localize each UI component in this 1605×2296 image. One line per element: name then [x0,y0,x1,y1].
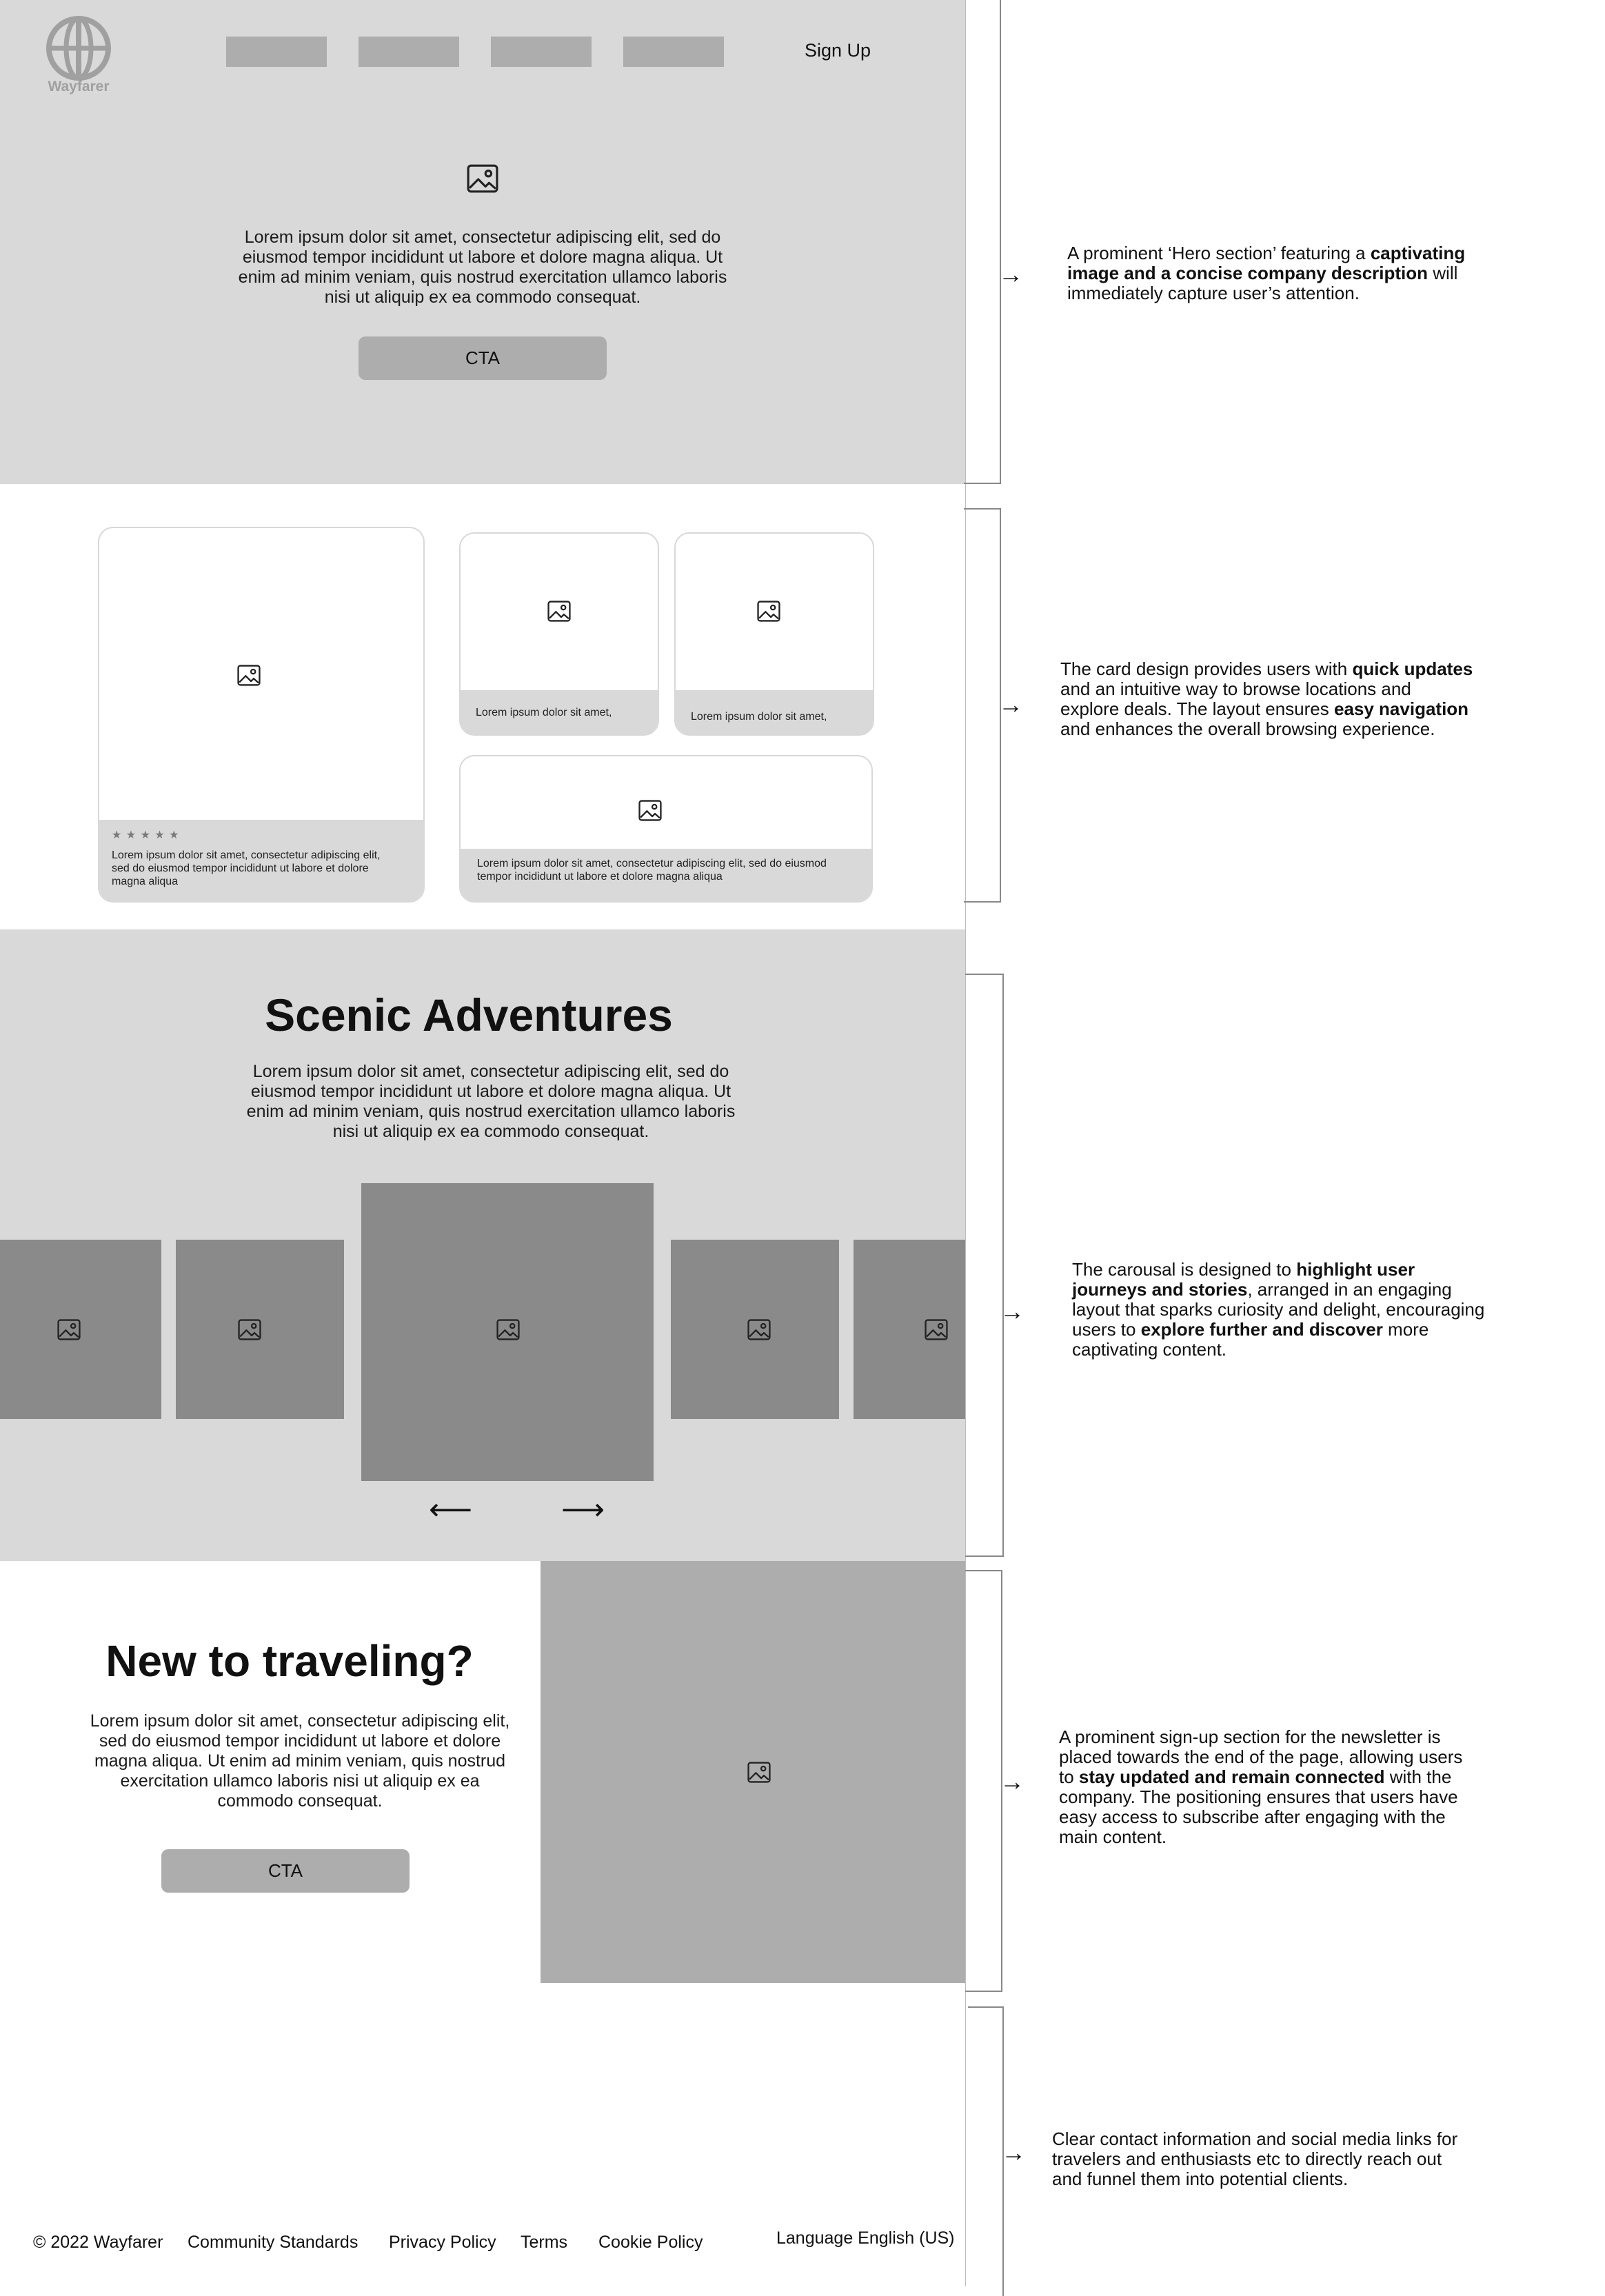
footer-annotation-arrow-icon: → [1001,2138,1026,2166]
carousel-slide-5-image-icon [925,1319,948,1340]
footer-cookie-policy-link[interactable]: Cookie Policy [598,2233,703,2252]
card-small-2[interactable] [674,532,874,736]
card-small-1-caption: Lorem ipsum dolor sit amet, [476,707,612,718]
cards-section [0,484,965,929]
newsletter-image [541,1561,965,1983]
card-large[interactable] [98,527,425,903]
carousel-annotation-text-2: , arranged in an engaging layout that sparks curiosity and delight, encouraging users to [1072,1279,1485,1340]
footer-community-standards-link[interactable]: Community Standards [188,2233,359,2252]
footer-annotation-text [1052,2129,1466,2189]
carousel-slide-4-image-icon [747,1319,771,1340]
hero-image-icon [467,164,498,193]
cards-annotation-text-1: The card design provides users with [1060,658,1353,679]
footer-annotation-text-1: Clear contact information and social media links for travelers and enthusiasts etc to directly reach out and funnel them into potential clients. [1052,2128,1458,2189]
nav-link-4[interactable] [623,37,724,67]
carousel-slide-1-image-icon [57,1319,81,1340]
card-large-caption: Lorem ipsum dolor sit amet, consectetur adipiscing elit, sed do eiusmod tempor incididunt ut labore et dolore magna aliqua [112,849,381,887]
card-wide-image-icon [638,800,662,821]
footer-copyright: © 2022 Wayfarer [33,2233,163,2252]
logo[interactable] [46,15,114,98]
carousel-annotation-bracket [965,974,1004,1557]
star-rating: ★ ★ ★ ★ ★ [112,829,180,841]
hero-annotation-text-2: will immediately capture user’s attention. [1067,263,1458,303]
carousel-slide-active-image-icon [496,1319,520,1340]
hero-annotation-bracket [964,0,1001,484]
carousel-title: Scenic Adventures [265,989,673,1040]
carousel-slide-5[interactable] [854,1240,965,1419]
hero-annotation-text-1: A prominent ‘Hero section’ featuring a [1067,243,1371,263]
cards-annotation-text-3: and enhances the overall browsing experience. [1060,718,1435,739]
carousel-next-arrow-icon[interactable]: ⟶ [561,1493,605,1527]
cards-annotation-bracket [964,508,1001,903]
newsletter-annotation-text [1059,1727,1473,1847]
cards-annotation-bold-1: quick updates [1352,658,1473,679]
carousel-slide-4[interactable] [671,1240,839,1419]
newsletter-cta-button[interactable]: CTA [161,1849,410,1893]
carousel-slide-1[interactable] [0,1240,161,1419]
hero-annotation-bold-1: captivating image and a concise company description [1067,243,1466,283]
card-wide-caption: Lorem ipsum dolor sit amet, consectetur adipiscing elit, sed do eiusmod tempor incididunt ut labore et dolore magna aliqua [477,858,827,883]
newsletter-section [0,1561,965,1983]
card-large-image-icon [237,665,261,686]
newsletter-annotation-arrow-icon: → [1000,1767,1024,1795]
nav-link-2[interactable] [359,37,459,67]
newsletter-annotation-bold-1: stay updated and remain connected [1078,1766,1385,1787]
globe-logo-icon [46,15,112,81]
footer-privacy-policy-link[interactable]: Privacy Policy [389,2233,496,2252]
card-small-2-caption: Lorem ipsum dolor sit amet, [691,711,827,723]
carousel-slide-2[interactable] [176,1240,344,1419]
newsletter-annotation-text-1: A prominent sign-up section for the newsletter is placed towards the end of the page, allowing users to [1059,1726,1463,1787]
carousel-annotation-arrow-icon: → [1000,1297,1024,1325]
card-small-1-caption-bar [461,690,658,734]
card-small-2-caption-bar [676,690,873,734]
carousel-annotation-bold-2: explore further and discover [1140,1319,1383,1340]
logo-name: Wayfarer [48,79,110,94]
carousel-slide-2-image-icon [238,1319,261,1340]
footer [0,1983,965,2286]
carousel-annotation-bold-1: highlight user journeys and stories [1072,1259,1415,1300]
newsletter-description: Lorem ipsum dolor sit amet, consectetur adipiscing elit, sed do eiusmod tempor incididunt ut labore et dolore magna aliqua. Ut enim ad minim veniam, quis nostrud exercitation ullamco laboris nisi ut aliquip ex ea commodo consequat. [90,1711,510,1811]
card-small-1-image-icon [547,601,571,622]
newsletter-annotation-text-2: with the company. The positioning ensures that users have easy access to subscribe after engaging with the main content. [1059,1766,1458,1847]
footer-annotation-bracket [968,2006,1004,2296]
cards-annotation-text [1060,659,1474,739]
carousel-slide-active[interactable] [361,1183,654,1481]
hero-description: Lorem ipsum dolor sit amet, consectetur adipiscing elit, sed do eiusmod tempor incididunt ut labore et dolore magna aliqua. Ut enim ad minim veniam, quis nostrud exercitation ullamco laboris nisi ut aliquip ex ea commodo consequat. [238,228,727,307]
signup-link[interactable]: Sign Up [804,40,871,61]
carousel-section [0,929,965,1561]
card-large-caption-bar [99,820,423,901]
newsletter-image-icon [747,1762,771,1783]
carousel-annotation-text-3: more captivating content. [1072,1319,1429,1360]
card-small-1[interactable] [459,532,659,736]
carousel-description: Lorem ipsum dolor sit amet, consectetur adipiscing elit, sed do eiusmod tempor incididunt ut labore et dolore magna aliqua. Ut enim ad minim veniam, quis nostrud exercitation ullamco laboris nisi ut aliquip ex ea commodo consequat. [246,1062,736,1141]
cards-annotation-arrow-icon: → [998,690,1023,718]
hero-cta-button[interactable]: CTA [359,336,607,380]
hero-annotation-arrow-icon: → [998,260,1023,288]
nav-link-1[interactable] [226,37,327,67]
card-small-2-image-icon [757,601,780,622]
card-wide-caption-bar [461,849,871,901]
carousel-annotation-text [1072,1260,1486,1360]
nav-link-3[interactable] [491,37,592,67]
hero-annotation-text [1067,243,1474,303]
carousel-prev-arrow-icon[interactable]: ⟵ [429,1493,473,1527]
cards-annotation-bold-2: easy navigation [1333,698,1469,719]
newsletter-annotation-bracket [965,1570,1002,1992]
newsletter-title: New to traveling? [105,1636,474,1686]
card-wide[interactable] [459,755,873,903]
cards-annotation-text-2: and an intuitive way to browse locations and explore deals. The layout ensures [1060,678,1411,719]
footer-terms-link[interactable]: Terms [521,2233,568,2252]
footer-language-selector[interactable]: Language English (US) [776,2228,955,2248]
hero-section [0,0,965,484]
carousel-annotation-text-1: The carousal is designed to [1072,1259,1297,1280]
